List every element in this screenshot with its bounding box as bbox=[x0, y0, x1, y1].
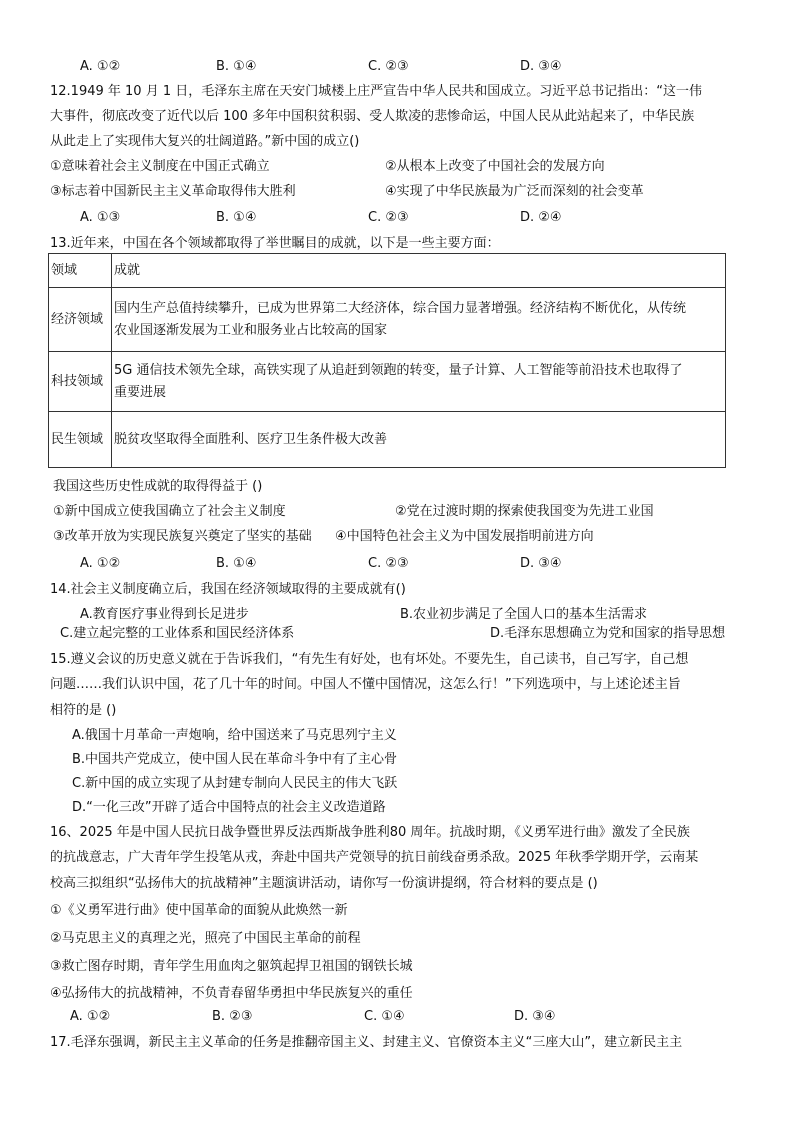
q12-stem-line-1: 12.1949 年 10 月 1 日，毛泽东主席在天安门城楼上庄严宣告中华人民共和国成立。习近平总书记指出：“这一伟 bbox=[50, 84, 702, 99]
table-header-achievement: 成就 bbox=[112, 254, 726, 288]
table-header-field: 领域 bbox=[49, 254, 112, 288]
option-a: A. ①② bbox=[70, 1009, 111, 1024]
q13-question: 我国这些历史性成就的取得得益于 () bbox=[53, 479, 263, 494]
table-cell-field: 经济领域 bbox=[49, 288, 112, 352]
q16-statement-2: ②马克思主义的真理之光，照亮了中国民主革命的前程 bbox=[50, 931, 361, 946]
q13-stem: 13.近年来，中国在各个领域都取得了举世瞩目的成就，以下是一些主要方面： bbox=[50, 236, 500, 251]
q15-stem-line-3: 相符的是 () bbox=[50, 703, 117, 718]
table-cell-line: 重要进展 bbox=[114, 384, 167, 400]
q16-stem-line-2: 的抗战意志，广大青年学生投笔从戎，奔赴中国共产党领导的抗日前线奋勇杀敌。2025 年秋季学期开学，云南某 bbox=[50, 850, 699, 865]
q12-statement-1: ①意味着社会主义制度在中国正式确立 bbox=[50, 159, 270, 174]
option-c: C. ②③ bbox=[368, 556, 409, 571]
option-d: D. ③④ bbox=[520, 556, 562, 571]
q13-statement-3: ③改革开放为实现民族复兴奠定了坚实的基础 bbox=[53, 529, 312, 544]
q12-statement-2: ②从根本上改变了中国社会的发展方向 bbox=[385, 159, 605, 174]
option-d: D. ③④ bbox=[520, 59, 562, 74]
achievements-table bbox=[48, 253, 726, 468]
q16-statement-3: ③救亡图存时期，青年学生用血肉之躯筑起捍卫祖国的钢铁长城 bbox=[50, 959, 413, 974]
q16-statement-4: ④弘扬伟大的抗战精神，不负青春留华勇担中华民族复兴的重任 bbox=[50, 986, 413, 1001]
option-b: B. ①④ bbox=[216, 210, 257, 225]
table-cell-achievement bbox=[112, 288, 726, 352]
q15-option-b: B.中国共产党成立，使中国人民在革命斗争中有了主心骨 bbox=[72, 752, 398, 767]
option-c: C. ②③ bbox=[368, 210, 409, 225]
q15-option-d: D.“一化三改”开辟了适合中国特点的社会主义改造道路 bbox=[72, 800, 386, 815]
option-d: D. ②④ bbox=[520, 210, 562, 225]
q13-statement-4: ④中国特色社会主义为中国发展指明前进方向 bbox=[335, 529, 594, 544]
table-header-row bbox=[49, 254, 726, 288]
option-a: A. ①② bbox=[80, 556, 121, 571]
q15-option-a: A.俄国十月革命一声炮响，给中国送来了马克思列宁主义 bbox=[72, 728, 397, 743]
q16-stem-line-1: 16、2025 年是中国人民抗日战争暨世界反法西斯战争胜利80 周年。抗战时期，《义勇军进行曲》激发了全民族 bbox=[50, 825, 690, 840]
table-cell-achievement bbox=[112, 352, 726, 412]
table-row bbox=[49, 288, 726, 352]
q17-stem: 17.毛泽东强调，新民主主义革命的任务是推翻帝国主义、封建主义、官僚资本主义“三座大山”，建立新民主主 bbox=[50, 1035, 683, 1050]
q16-statement-1: ①《义勇军进行曲》使中国革命的面貌从此焕然一新 bbox=[50, 903, 348, 918]
q16-stem-line-3: 校高三拟组织“弘扬伟大的抗战精神”主题演讲活动，请你写一份演讲提纲，符合材料的要点是 () bbox=[50, 876, 598, 891]
option-a: A. ①② bbox=[80, 59, 121, 74]
table-cell-field: 民生领域 bbox=[49, 412, 112, 468]
q13-statement-2: ②党在过渡时期的探索使我国变为先进工业国 bbox=[395, 504, 654, 519]
option-c: C. ②③ bbox=[368, 59, 409, 74]
option-b: B. ①④ bbox=[216, 556, 257, 571]
q15-stem-line-1: 15.遵义会议的历史意义就在于告诉我们，“有先生有好处，也有坏处。不要先生，自己读书，自己写字，自己想 bbox=[50, 652, 689, 667]
table-cell-line: 脱贫攻坚取得全面胜利、医疗卫生条件极大改善 bbox=[114, 431, 388, 447]
q13-statement-1: ①新中国成立使我国确立了社会主义制度 bbox=[53, 504, 286, 519]
q15-stem-line-2: 问题……我们认识中国，花了几十年的时间。中国人不懂中国情况，这怎么行！”下列选项中，与上述论述主旨 bbox=[50, 677, 681, 692]
q14-option-b: B.农业初步满足了全国人口的基本生活需求 bbox=[400, 607, 648, 622]
table-cell-line: 农业国逐渐发展为工业和服务业占比较高的国家 bbox=[114, 322, 388, 338]
q14-option-d: D.毛泽东思想确立为党和国家的指导思想 bbox=[490, 626, 726, 641]
q14-stem: 14.社会主义制度确立后，我国在经济领域取得的主要成就有() bbox=[50, 582, 406, 597]
table-row bbox=[49, 352, 726, 412]
table-row bbox=[49, 412, 726, 468]
q15-option-c: C.新中国的成立实现了从封建专制向人民民主的伟大飞跃 bbox=[72, 776, 398, 791]
option-d: D. ③④ bbox=[514, 1009, 556, 1024]
table-cell-line: 5G 通信技术领先全球，高铁实现了从追赶到领跑的转变，量子计算、人工智能等前沿技术也取得了 bbox=[114, 362, 683, 378]
option-a: A. ①③ bbox=[80, 210, 121, 225]
q12-statement-3: ③标志着中国新民主主义革命取得伟大胜利 bbox=[50, 184, 296, 199]
q14-option-a: A.教育医疗事业得到长足进步 bbox=[80, 607, 249, 622]
table-cell-line: 国内生产总值持续攀升，已成为世界第二大经济体，综合国力显著增强。经济结构不断优化，从传统 bbox=[114, 300, 687, 316]
option-b: B. ②③ bbox=[212, 1009, 253, 1024]
option-b: B. ①④ bbox=[216, 59, 257, 74]
option-c: C. ①④ bbox=[364, 1009, 405, 1024]
table-cell-field: 科技领域 bbox=[49, 352, 112, 412]
q12-statement-4: ④实现了中华民族最为广泛而深刻的社会变革 bbox=[385, 184, 644, 199]
q14-option-c: C.建立起完整的工业体系和国民经济体系 bbox=[60, 626, 295, 641]
table-cell-achievement bbox=[112, 412, 726, 468]
q12-stem-line-2: 大事件，彻底改变了近代以后 100 多年中国积贫积弱、受人欺凌的悲惨命运，中国人民从此站起来了，中华民族 bbox=[50, 109, 695, 124]
q12-stem-line-3: 从此走上了实现伟大复兴的壮阔道路。”新中国的成立() bbox=[50, 134, 360, 149]
